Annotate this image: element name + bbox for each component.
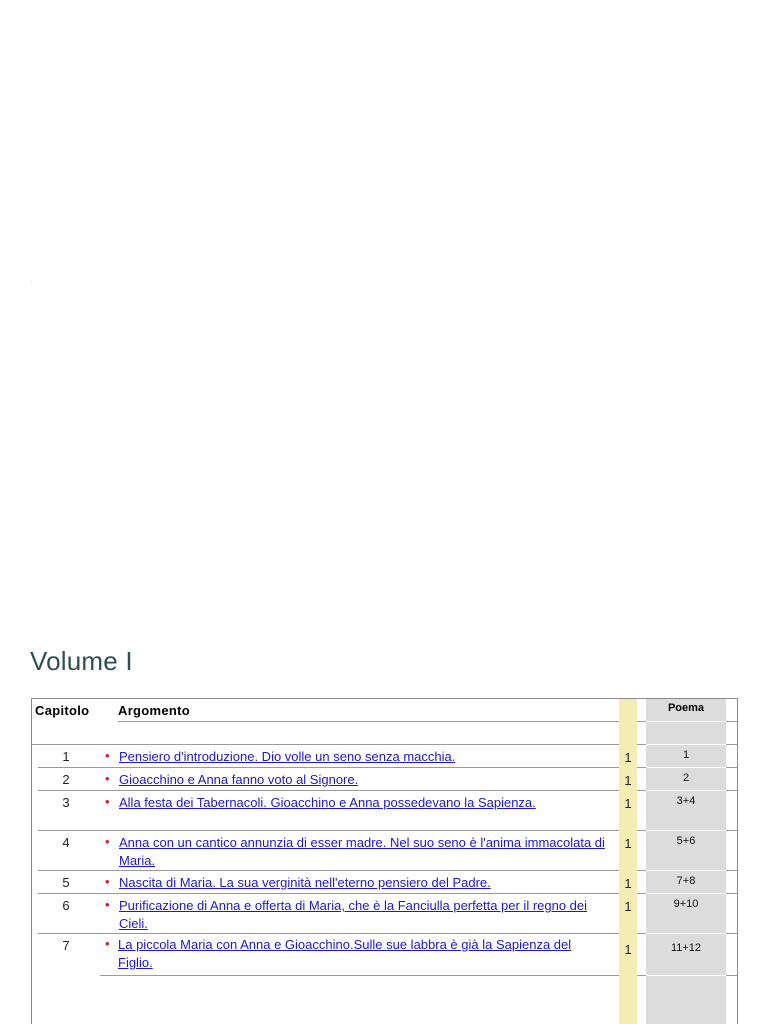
stray-dot	[31, 281, 32, 282]
table-row	[32, 871, 737, 894]
bullet-icon: •	[105, 936, 110, 951]
chapter-number: 3	[62, 795, 70, 810]
table-row	[32, 934, 737, 976]
bullet-icon: •	[105, 794, 110, 809]
volume-number: 1	[624, 796, 632, 811]
table-spacer-row	[32, 722, 737, 745]
volume-number: 1	[624, 750, 632, 765]
poema-number: 7+8	[676, 875, 696, 887]
chapter-link[interactable]: Gioacchino e Anna fanno voto al Signore.	[119, 772, 359, 787]
bullet-icon: •	[105, 771, 110, 786]
chapter-link[interactable]: La piccola Maria con Anna e Gioacchino.Sulle sue labbra è già la Sapienza del Figlio.	[118, 937, 572, 970]
header-argomento: Argomento	[118, 703, 191, 718]
header-poema: Poema	[667, 702, 705, 714]
bullet-icon: •	[105, 834, 110, 849]
bullet-icon: •	[105, 874, 110, 889]
volume-number: 1	[624, 942, 632, 957]
volume-number: 1	[624, 899, 632, 914]
volume-number: 1	[624, 773, 632, 788]
bullet-icon: •	[105, 897, 110, 912]
poema-number: 3+4	[676, 795, 696, 807]
chapter-link[interactable]: Pensiero d'introduzione. Dio volle un seno senza macchia.	[119, 749, 456, 764]
table-row	[32, 745, 737, 768]
table-header-row	[32, 699, 737, 722]
chapter-number: 5	[62, 875, 70, 890]
chapter-link[interactable]: Anna con un cantico annunzia di esser madre. Nel suo seno è l'anima immacolata di Maria.	[119, 835, 605, 868]
table-row	[32, 831, 737, 871]
table-row-partial	[32, 976, 737, 1024]
volume-title: Volume I	[30, 646, 133, 676]
chapter-number: 7	[62, 938, 70, 953]
bullet-icon: •	[105, 748, 110, 763]
header-volume-cell	[619, 699, 637, 722]
chapter-number: 6	[62, 898, 70, 913]
chapter-link[interactable]: Alla festa dei Tabernacoli. Gioacchino e Anna possedevano la Sapienza.	[119, 795, 536, 810]
volume-number: 1	[624, 836, 632, 851]
poema-number: 2	[682, 772, 690, 784]
chapter-link[interactable]: Purificazione di Anna e offerta di Maria, che è la Fanciulla perfetta per il regno dei Cieli.	[119, 898, 588, 931]
poema-number: 11+12	[670, 942, 702, 954]
chapter-number: 4	[62, 835, 70, 850]
volume-number: 1	[624, 876, 632, 891]
chapter-link[interactable]: Nascita di Maria. La sua verginità nell'eterno pensiero del Padre.	[119, 875, 491, 890]
table-row	[32, 894, 737, 934]
poema-number: 9+10	[673, 898, 699, 910]
table-row	[32, 768, 737, 791]
poema-number: 5+6	[676, 835, 696, 847]
chapter-number: 1	[62, 749, 70, 764]
header-capitolo: Capitolo	[35, 703, 90, 718]
poema-number: 1	[682, 749, 690, 761]
chapter-table	[31, 698, 738, 1024]
table-row	[32, 791, 737, 831]
chapter-number: 2	[62, 772, 70, 787]
